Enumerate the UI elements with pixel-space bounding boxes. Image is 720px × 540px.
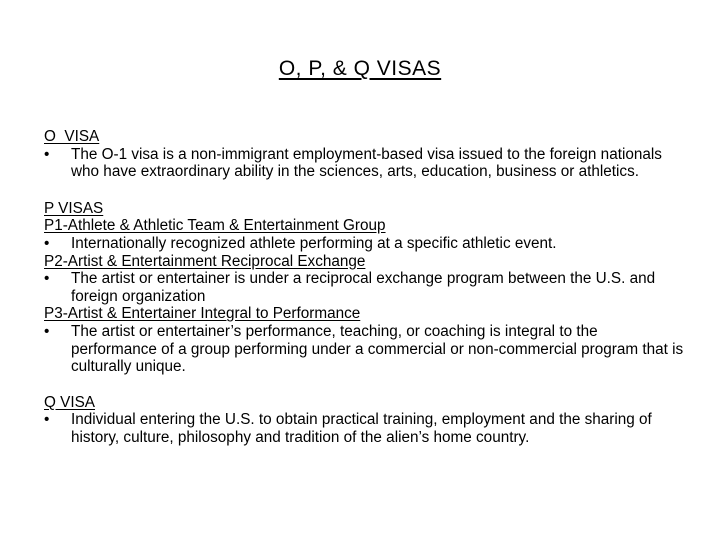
slide-title: O, P, & Q VISAS bbox=[278, 57, 442, 80]
bullet-icon: • bbox=[44, 322, 50, 340]
p2-bullet bbox=[44, 270, 684, 305]
q-visa-bullet bbox=[44, 411, 684, 446]
p-visas-heading: P VISAS bbox=[44, 199, 104, 217]
p3-bullet bbox=[44, 323, 684, 376]
bullet-icon: • bbox=[44, 411, 50, 429]
p2-bullet-text: The artist or entertainer is under a reciprocal exchange program between the U.S. and foreign organization bbox=[71, 270, 656, 305]
p1-bullet-text: Internationally recognized athlete performing at a specific athletic event. bbox=[71, 234, 557, 252]
bullet-icon: • bbox=[44, 270, 50, 288]
bullet-icon: • bbox=[44, 234, 50, 252]
o-visa-bullet bbox=[44, 146, 684, 181]
p3-subheading: P3-Artist & Entertainer Integral to Performance bbox=[44, 305, 361, 323]
o-visa-heading: O VISA bbox=[44, 128, 100, 145]
bullet-icon: • bbox=[44, 145, 50, 163]
section-spacer bbox=[44, 376, 684, 394]
section-spacer bbox=[44, 181, 684, 200]
o-visa-bullet-text: The O-1 visa is a non-immigrant employment-based visa issued to the foreign nationals who have extraordinary ability in the sciences, arts, education, business or athletics. bbox=[71, 145, 662, 181]
p3-bullet-text: The artist or entertainer’s performance, teaching, or coaching is integral to the performance of a group performing under a commercial or non-commercial program that is culturally unique. bbox=[71, 322, 684, 376]
q-visa-bullet-text: Individual entering the U.S. to obtain practical training, employment and the sharing of history, culture, philosophy and tradition of the alien’s home country. bbox=[71, 411, 652, 446]
p1-bullet bbox=[44, 235, 684, 253]
slide-content bbox=[44, 128, 684, 447]
p2-subheading: P2-Artist & Entertainment Reciprocal Exchange bbox=[44, 252, 366, 270]
p1-subheading: P1-Athlete & Athletic Team & Entertainment Group bbox=[44, 217, 386, 235]
q-visa-heading: Q VISA bbox=[44, 393, 96, 411]
